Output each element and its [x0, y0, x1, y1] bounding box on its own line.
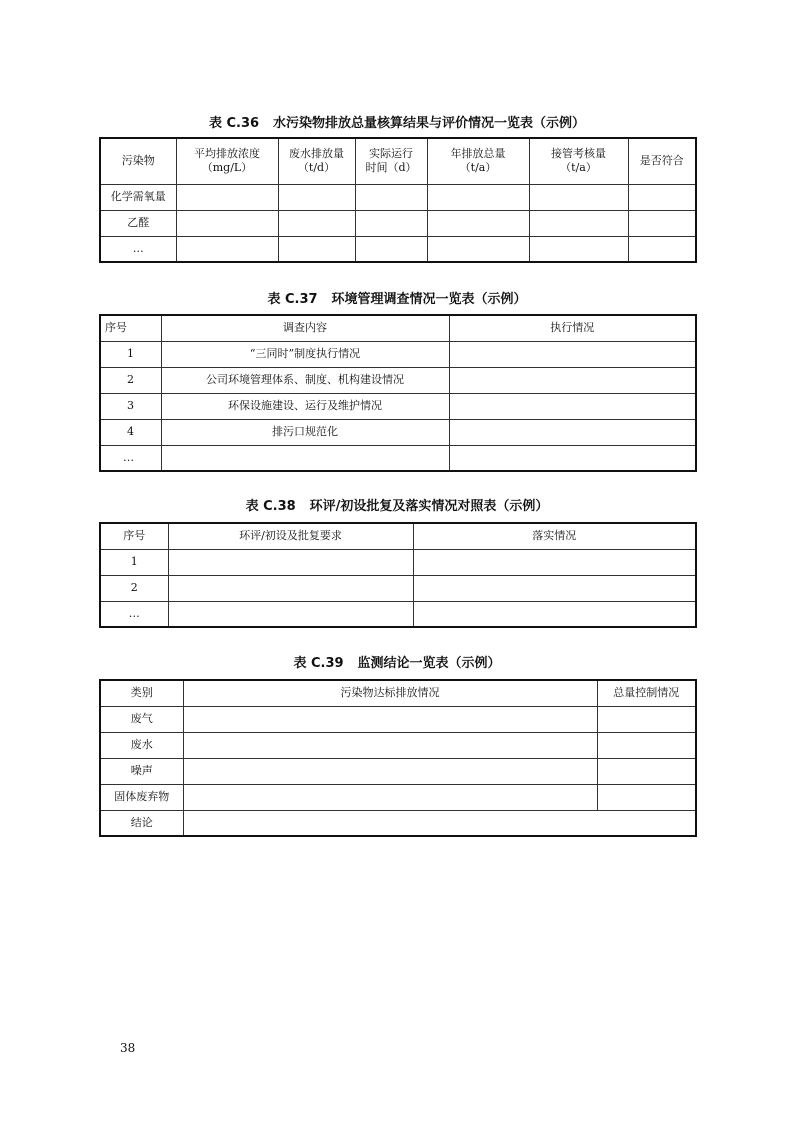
caption-c37 — [0, 292, 794, 308]
table-row — [100, 341, 696, 367]
header-implementation: 落实情况 — [413, 523, 696, 549]
table-row — [100, 393, 696, 419]
header-compliance: 污染物达标排放情况 — [183, 680, 597, 706]
caption-c39 — [0, 656, 794, 672]
table-row — [100, 784, 696, 810]
caption-number: 表 C.38 — [245, 499, 296, 514]
header-content: 调查内容 — [161, 315, 449, 341]
header-avg-conc: 平均排放浓度 （mg/L） — [176, 138, 278, 184]
table-row — [100, 184, 696, 210]
cell[interactable] — [597, 758, 696, 784]
caption-c36 — [0, 116, 794, 132]
cell[interactable] — [355, 184, 427, 210]
row-content: 排污口规范化 — [161, 419, 449, 445]
table-row — [100, 419, 696, 445]
row-no: 3 — [100, 393, 161, 419]
caption-number: 表 C.39 — [293, 656, 344, 671]
row-category: 固体废弃物 — [100, 784, 183, 810]
row-no: 4 — [100, 419, 161, 445]
cell[interactable] — [413, 549, 696, 575]
cell[interactable] — [278, 210, 355, 236]
table-c39 — [99, 679, 697, 837]
row-category: 废水 — [100, 732, 183, 758]
cell[interactable] — [628, 236, 696, 262]
caption-title: 水污染物排放总量核算结果与评价情况一览表（示例） — [273, 116, 586, 131]
cell[interactable] — [597, 784, 696, 810]
row-conclusion-label: 结论 — [100, 810, 183, 836]
header-waste-water: 废水排放量 （t/d） — [278, 138, 355, 184]
cell[interactable] — [176, 184, 278, 210]
cell[interactable] — [168, 575, 413, 601]
row-no: 2 — [100, 575, 168, 601]
row-category: 废气 — [100, 706, 183, 732]
cell[interactable] — [529, 184, 628, 210]
row-category: 噪声 — [100, 758, 183, 784]
cell[interactable] — [183, 706, 597, 732]
cell[interactable] — [355, 210, 427, 236]
row-no: … — [100, 601, 168, 627]
table-c37 — [99, 314, 697, 472]
row-label: 乙醛 — [100, 210, 176, 236]
page-number: 38 — [120, 1041, 136, 1055]
cell[interactable] — [413, 575, 696, 601]
row-content — [161, 445, 449, 471]
table-header-row — [100, 680, 696, 706]
cell[interactable] — [597, 732, 696, 758]
caption-title: 环评/初设批复及落实情况对照表（示例） — [309, 499, 549, 514]
cell[interactable] — [176, 210, 278, 236]
caption-number: 表 C.36 — [208, 116, 260, 131]
cell[interactable] — [176, 236, 278, 262]
cell[interactable] — [449, 341, 696, 367]
row-no: 1 — [100, 341, 161, 367]
row-no: 1 — [100, 549, 168, 575]
table-header-row — [100, 138, 696, 184]
cell[interactable] — [278, 236, 355, 262]
table-c36 — [99, 137, 697, 263]
cell[interactable] — [449, 445, 696, 471]
cell[interactable] — [168, 601, 413, 627]
cell[interactable] — [427, 236, 529, 262]
caption-title: 环境管理调查情况一览表（示例） — [331, 292, 527, 307]
table-header-row — [100, 315, 696, 341]
table-row — [100, 601, 696, 627]
caption-c38 — [0, 499, 794, 515]
table-row — [100, 210, 696, 236]
cell[interactable] — [449, 393, 696, 419]
header-pollutant: 污染物 — [100, 138, 176, 184]
cell[interactable] — [183, 758, 597, 784]
cell[interactable] — [183, 732, 597, 758]
table-row — [100, 732, 696, 758]
cell[interactable] — [427, 184, 529, 210]
cell[interactable] — [628, 210, 696, 236]
cell[interactable] — [355, 236, 427, 262]
table-row — [100, 367, 696, 393]
table-row — [100, 445, 696, 471]
row-content: “三同时”制度执行情况 — [161, 341, 449, 367]
header-check-amount: 接管考核量 （t/a） — [529, 138, 628, 184]
header-exec: 执行情况 — [449, 315, 696, 341]
row-content: 环保设施建设、运行及维护情况 — [161, 393, 449, 419]
cell[interactable] — [628, 184, 696, 210]
cell[interactable] — [449, 367, 696, 393]
cell[interactable] — [413, 601, 696, 627]
cell[interactable] — [529, 236, 628, 262]
cell[interactable] — [278, 184, 355, 210]
table-row — [100, 758, 696, 784]
conclusion-cell[interactable] — [183, 810, 696, 836]
row-no: … — [100, 445, 161, 471]
header-requirement: 环评/初设及批复要求 — [168, 523, 413, 549]
cell[interactable] — [168, 549, 413, 575]
row-label: … — [100, 236, 176, 262]
table-row — [100, 575, 696, 601]
table-row — [100, 236, 696, 262]
table-row — [100, 706, 696, 732]
header-comply: 是否符合 — [628, 138, 696, 184]
table-header-row — [100, 523, 696, 549]
header-run-time: 实际运行 时间（d） — [355, 138, 427, 184]
caption-number: 表 C.37 — [267, 292, 318, 307]
row-label: 化学需氧量 — [100, 184, 176, 210]
row-no: 2 — [100, 367, 161, 393]
cell[interactable] — [427, 210, 529, 236]
header-annual-total: 年排放总量 （t/a） — [427, 138, 529, 184]
table-row — [100, 549, 696, 575]
cell[interactable] — [183, 784, 597, 810]
header-total-control: 总量控制情况 — [597, 680, 696, 706]
caption-title: 监测结论一览表（示例） — [357, 656, 501, 671]
cell[interactable] — [529, 210, 628, 236]
cell[interactable] — [597, 706, 696, 732]
cell[interactable] — [449, 419, 696, 445]
header-no: 序号 — [100, 523, 168, 549]
header-no: 序号 — [100, 315, 161, 341]
row-content: 公司环境管理体系、制度、机构建设情况 — [161, 367, 449, 393]
header-category: 类别 — [100, 680, 183, 706]
table-c38 — [99, 522, 697, 628]
table-row — [100, 810, 696, 836]
